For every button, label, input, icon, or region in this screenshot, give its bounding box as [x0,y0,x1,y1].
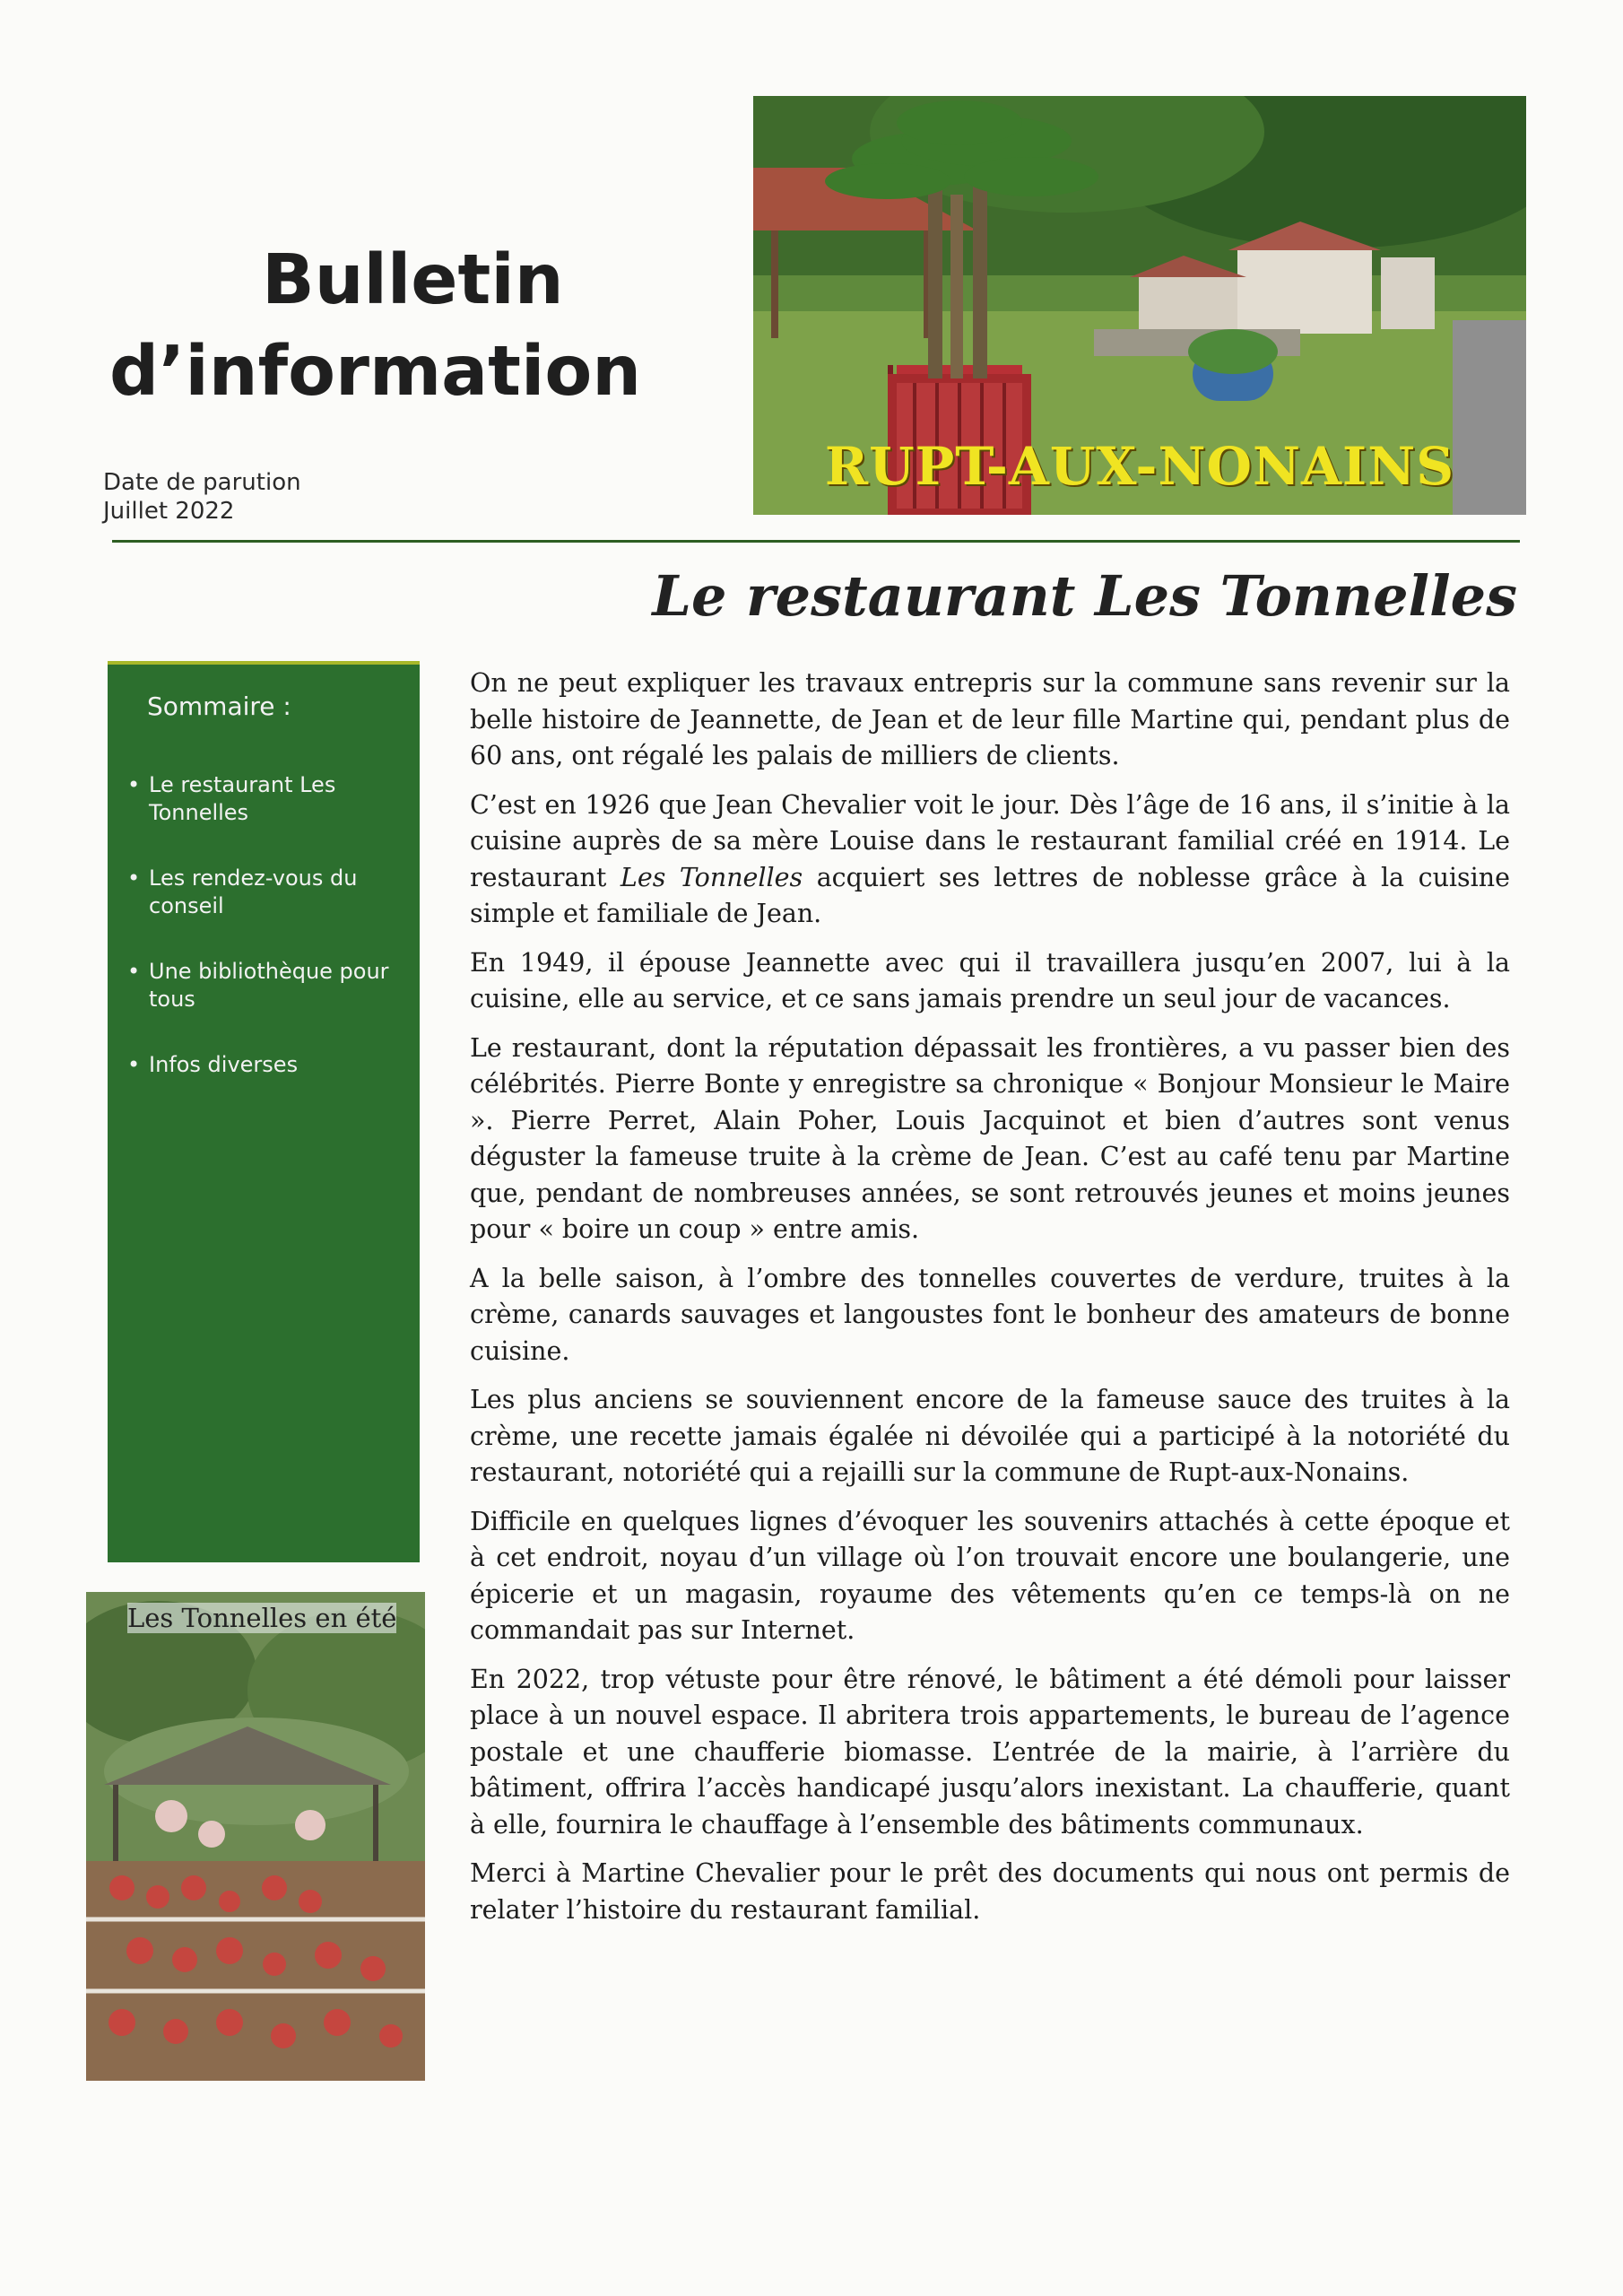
paragraph: Les plus anciens se souviennent encore de la fameuse sauce des truites à la crème, une recette jamais égalée ni dévoilée qui a participé à la notoriété du restaurant, notoriété qui a rejailli sur la commune de Rupt-aux-Nonains. [470,1385,1510,1487]
sidebar-title: Sommaire : [147,691,291,721]
masthead-title-line1: Bulletin [262,240,564,320]
paragraph: A la belle saison, à l’ombre des tonnelles couvertes de verdure, truites à la crème, canards sauvages et langoustes font le bonheur des amateurs de bonne cuisine. [470,1263,1510,1366]
tonnelles-photo-illustration [86,1592,425,2081]
publication-info [103,468,301,526]
village-photo [753,96,1526,515]
tonnelles-photo [86,1592,425,2081]
summary-item-restaurant: • Le restaurant Les Tonnelles [127,771,400,827]
sidebar-summary [108,661,420,1562]
masthead-title-line2: d’information [109,332,642,412]
restaurant-name: Les Tonnelles [620,862,803,892]
summary-item-infos: • Infos diverses [127,1051,400,1079]
article-headline: Le restaurant Les Tonnelles [652,563,1517,629]
summary-list [127,771,400,1079]
article-body [470,665,1510,1941]
paragraph: En 1949, il épouse Jeannette avec qui il travaillera jusqu’en 2007, lui à la cuisine, elle au service, et ce sans jamais prendre un seul jour de vacances. [470,947,1510,1013]
header-rule [112,540,1520,543]
paragraph: Difficile en quelques lignes d’évoquer les souvenirs attachés à cette époque et à cet endroit, noyau d’un village où l’on trouvait encore une boulangerie, une épicerie et un magasin, royaume des vêtements qu’en ce temps-là on ne commandait pas sur Internet. [470,1506,1510,1645]
paragraph: Merci à Martine Chevalier pour le prêt des documents qui nous ont permis de relater l’histoire du restaurant familial. [470,1858,1510,1925]
summary-item-conseil: • Les rendez-vous du conseil [127,865,400,920]
paragraph [470,787,1510,933]
publication-label: Date de parution [103,469,301,496]
paragraph: On ne peut expliquer les travaux entrepris sur la commune sans revenir sur la belle histoire de Jeannette, de Jean et de leur fille Martine qui, pendant plus de 60 ans, ont régalé les palais de milliers de clients. [470,668,1510,770]
paragraph: En 2022, trop vétuste pour être rénové, le bâtiment a été démoli pour laisser place à un nouvel espace. Il abritera trois appartements, le bureau de l’agence postale et une chaufferie biomasse. L’entrée de la mairie, à l’arrière du bâtiment, offrira l’accès handicapé jusqu’alors inexistant. La chaufferie, quant à elle, fournira le chauffage à l’ensemble des bâtiments communaux. [470,1664,1510,1839]
masthead-title [109,235,641,418]
side-photo-caption: Les Tonnelles en été [127,1603,397,1633]
paragraph-text: C’est en 1926 que Jean Chevalier voit le jour. Dès l’âge de 16 ans, il s’initie à la cuisine auprès de sa mère Louise dans le restaurant familial créé en 1914. Le restaurant [470,789,1510,892]
summary-item-bibliotheque: • Une bibliothèque pour tous [127,958,400,1013]
paragraph: Le restaurant, dont la réputation dépassait les frontières, a vu passer bien des célébrités. Pierre Bonte y enregistre sa chronique « Bonjour Monsieur le Maire ». Pierre Perret, Alain Poher, Louis Jacquinot et bien d’autres sont venus déguster la fameuse truite à la crème de Jean. C’est au café tenu par Martine que, pendant de nombreuses années, se sont retrouvés jeunes et moins jeunes pour « boire un coup » entre amis. [470,1032,1510,1244]
publication-date: Juillet 2022 [103,498,235,525]
photo-caption: RUPT-AUX-NONAINS [824,436,1455,497]
paragraph-text: acquiert ses lettres de noblesse grâce à la cuisine simple et familiale de Jean. [470,862,1510,928]
